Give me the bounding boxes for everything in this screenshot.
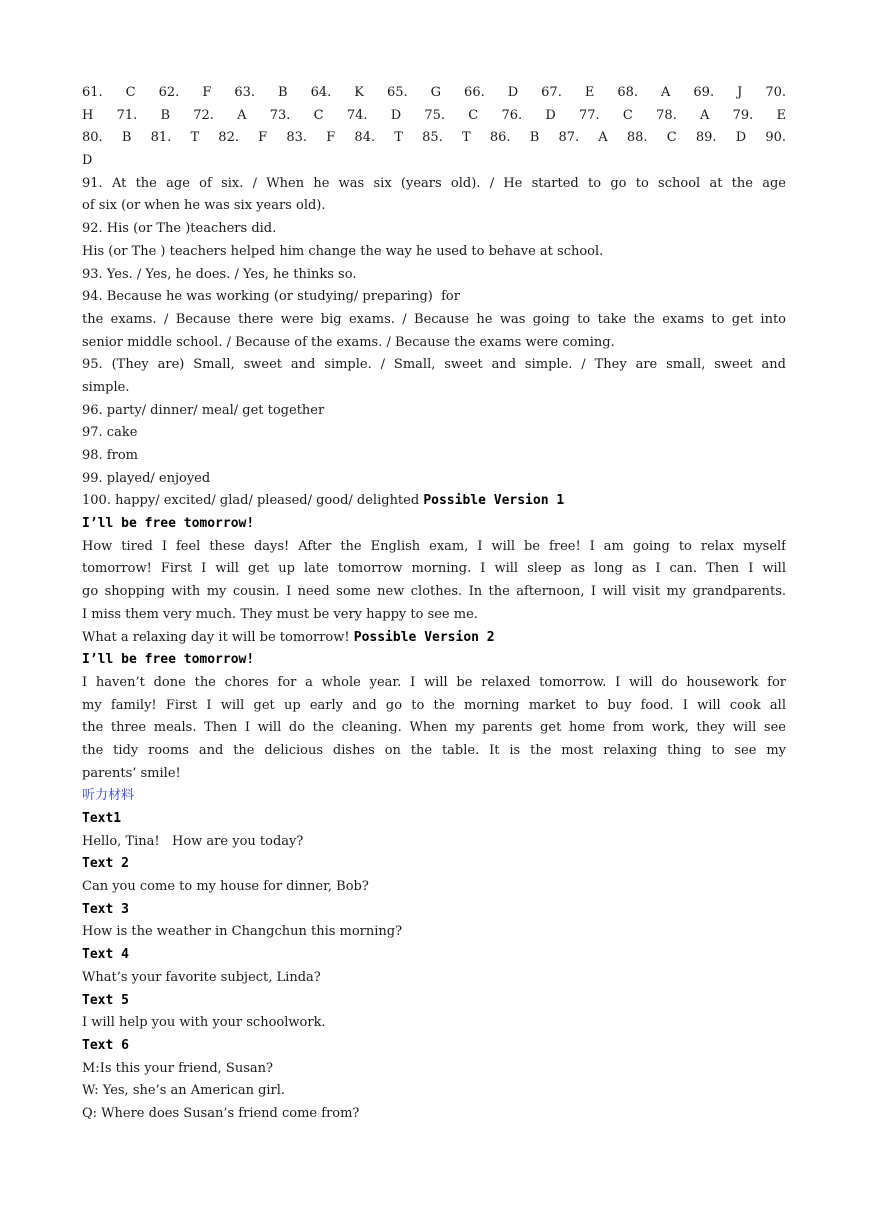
text-5-content: I will help you with your schoolwork. <box>82 1015 326 1031</box>
text-6-man: M:Is this your friend, Susan? <box>82 1060 273 1076</box>
text-3-label: Text 3 <box>82 901 129 917</box>
version-2-line: the three meals. Then I will do the cleaning. When my parents get home from work, they will see <box>82 720 786 736</box>
answer-94-cont: senior middle school. / Because of the exams. / Because the exams were coming. <box>82 334 615 350</box>
answer-95-cont: simple. <box>82 379 130 395</box>
answer-93: 93. Yes. / Yes, he does. / Yes, he thinks so. <box>82 266 357 282</box>
answer-97: 97. cake <box>82 425 138 441</box>
text-2-content: Can you come to my house for dinner, Bob? <box>82 879 369 895</box>
version-1-closing: What a relaxing day it will be tomorrow! <box>82 629 354 645</box>
answer-key-line: 80. B 81. T 82. F 83. F 84. T 85. T 86. B 87. A 88. C 89. D 90. <box>82 130 786 146</box>
text-1-label: Text1 <box>82 811 122 826</box>
document-page <box>82 82 786 1126</box>
text-6-woman: W: Yes, she’s an American girl. <box>82 1083 286 1099</box>
version-2-label: Possible Version 2 <box>353 629 495 645</box>
answer-91-cont: of six (or when he was six years old). <box>82 198 326 214</box>
answer-98: 98. from <box>82 448 138 463</box>
version-2-line: the tidy rooms and the delicious dishes on the table. It is the most relaxing thing to see my <box>82 742 786 758</box>
answer-key-line: H 71. B 72. A 73. C 74. D 75. C 76. D 77. C 78. A 79. E <box>82 107 786 123</box>
answer-key-line: 61. C 62. F 63. B 64. K 65. G 66. D 67. E 68. A 69. J 70. <box>82 85 786 100</box>
version-2-line: my family! First I will get up early and go to the morning market to buy food. I will cook all <box>82 697 786 713</box>
text-1-content: Hello, Tina! How are you today? <box>82 833 304 849</box>
text-5-label: Text 5 <box>82 992 129 1008</box>
version-1-line <box>82 627 786 650</box>
text-6-question: Q: Where does Susan’s friend come from? <box>82 1105 360 1121</box>
answer-95: 95. (They are) Small, sweet and simple. / Small, sweet and simple. / They are small, sweet and <box>82 357 786 373</box>
text-4-content: What’s your favorite subject, Linda? <box>82 969 321 985</box>
answer-key-line: D <box>82 153 93 169</box>
answer-100-text: 100. happy/ excited/ glad/ pleased/ good/ delighted <box>82 493 424 509</box>
text-6-label: Text 6 <box>82 1037 129 1053</box>
answer-91: 91. At the age of six. / When he was six (years old). / He started to go to school at the age <box>82 175 786 191</box>
answer-100 <box>82 490 786 513</box>
listening-heading: 听力材料 <box>82 788 135 804</box>
answer-92-cont: His (or The ) teachers helped him change the way he used to behave at school. <box>82 243 604 259</box>
version-1-line: tomorrow! First I will get up late tomorrow morning. I will sleep as long as I can. Then I will <box>82 561 786 577</box>
version-2-title: I’ll be free tomorrow! <box>82 652 255 668</box>
version-1-label: Possible Version 1 <box>423 493 565 509</box>
answer-92: 92. His (or The )teachers did. <box>82 221 277 237</box>
version-1-title: I’ll be free tomorrow! <box>82 516 255 532</box>
answer-99: 99. played/ enjoyed <box>82 470 211 486</box>
version-1-line: go shopping with my cousin. I need some new clothes. In the afternoon, I will visit my grandparents. <box>82 584 786 600</box>
version-2-line: I haven’t done the chores for a whole year. I will be relaxed tomorrow. I will do housework for <box>82 674 786 690</box>
version-2-line: parents’ smile! <box>82 765 181 781</box>
answer-94: 94. Because he was working (or studying/ preparing) for <box>82 289 460 305</box>
version-1-line: How tired I feel these days! After the English exam, I will be free! I am going to relax myself <box>82 538 786 554</box>
text-3-content: How is the weather in Changchun this morning? <box>82 924 403 940</box>
text-2-label: Text 2 <box>82 856 129 872</box>
answer-94-cont: the exams. / Because there were big exams. / Because he was going to take the exams to get into <box>82 311 786 327</box>
text-4-label: Text 4 <box>82 947 129 963</box>
version-1-line: I miss them very much. They must be very happy to see me. <box>82 606 478 622</box>
answer-96: 96. party/ dinner/ meal/ get together <box>82 402 325 418</box>
